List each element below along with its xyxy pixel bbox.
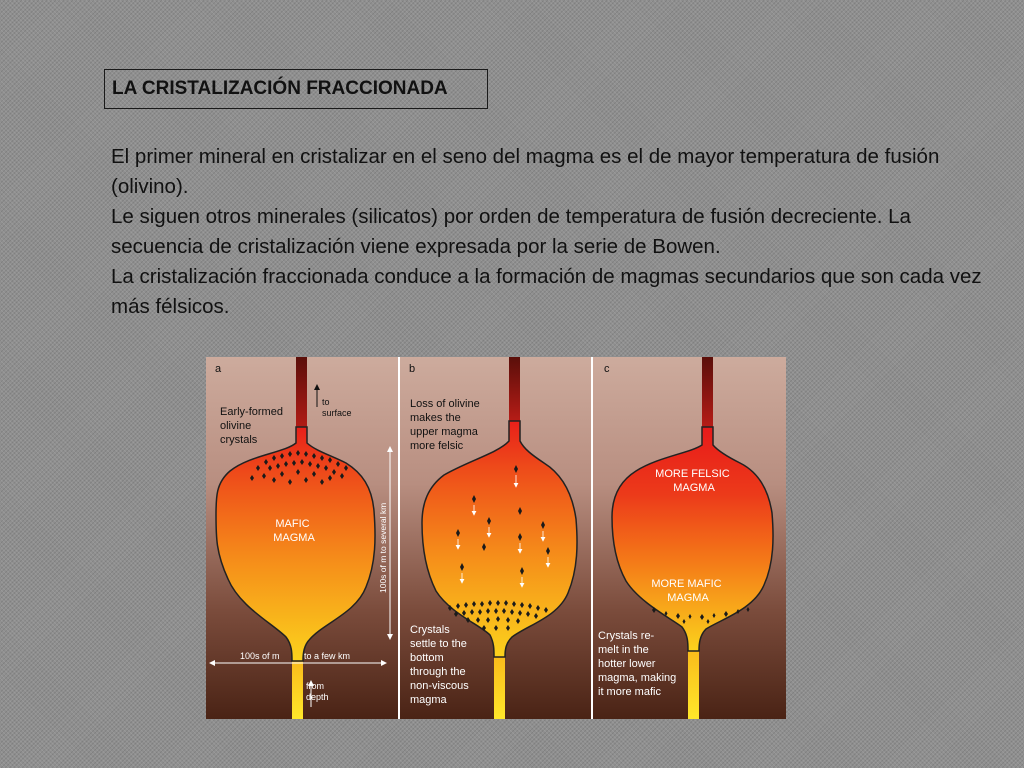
panel-b-lower-conduit	[494, 653, 505, 719]
panel-a-crystals-label: Early-formed olivine crystals	[220, 406, 283, 446]
fractional-crystallization-diagram	[206, 357, 786, 719]
panel-a-width-label-right: to a few km	[304, 651, 351, 661]
body-text	[111, 142, 991, 322]
paragraph-1: El primer mineral en cristalizar en el seno del magma es el de mayor temperatura de fusión (olivino).	[111, 145, 940, 198]
panel-a-lower-conduit	[292, 657, 303, 719]
slide-title	[104, 69, 488, 109]
panel-a-width-label-left: 100s of m	[240, 651, 280, 661]
diagram-svg	[206, 357, 786, 719]
slide-title-text: LA CRISTALIZACIÓN FRACCIONADA	[112, 78, 448, 99]
paragraph-2: Le siguen otros minerales (silicatos) por orden de temperatura de fusión decreciente. La secuencia de cristalización viene expresada por la serie de Bowen.	[111, 205, 911, 258]
panel-b-height-label: 100s of m to several km	[378, 502, 388, 593]
panel-a-depth-label: from depth	[306, 681, 329, 702]
panel-a-magma-label: MAFIC MAGMA	[273, 518, 315, 544]
panel-a-surface-label: to surface	[322, 397, 352, 418]
panel-a-letter: a	[215, 363, 222, 375]
panel-c-bottom-label: Crystals re- melt in the hotter lower magma, making it more mafic	[598, 630, 677, 698]
paragraph-3: La cristalización fraccionada conduce a la formación de magmas secundarios que son cada vez más félsicos.	[111, 265, 982, 318]
panel-b-bottom-label: Crystals settle to the bottom through the non-viscous magma	[410, 624, 469, 706]
panel-c-lower-magma-label: MORE MAFIC MAGMA	[651, 578, 722, 604]
panel-b-letter: b	[409, 363, 416, 375]
panel-c-lower-conduit	[688, 645, 699, 719]
panel-b-top-label: Loss of olivine makes the upper magma more felsic	[410, 398, 480, 452]
panel-c-upper-magma-label: MORE FELSIC MAGMA	[655, 468, 730, 494]
panel-c-letter: c	[604, 363, 610, 375]
